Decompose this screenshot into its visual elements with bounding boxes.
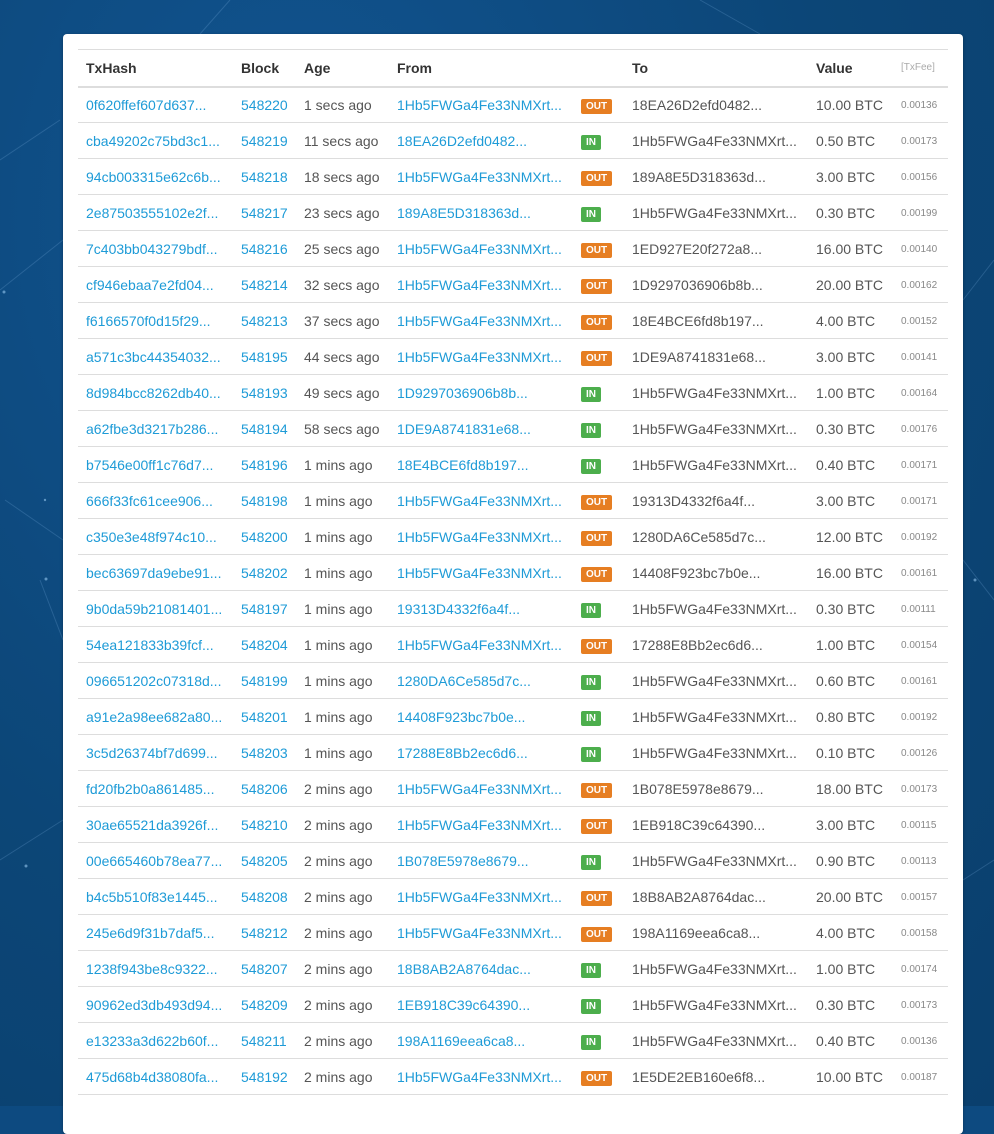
txfee-text: 0.00126 [901,748,938,759]
value-text: 0.90 BTC [816,852,876,869]
value-text: 0.40 BTC [816,1032,876,1049]
table-row [78,375,948,411]
txhash-link[interactable]: 90962ed3db493d94... [86,996,223,1013]
age-text: 2 mins ago [304,888,373,905]
txfee-text: 0.00173 [901,136,938,147]
to-address-text: 1D9297036906b8b... [632,276,763,293]
age-text: 1 mins ago [304,564,373,581]
value-text: 0.40 BTC [816,456,876,473]
age-text: 1 mins ago [304,456,373,473]
block-link[interactable]: 548205 [241,852,288,869]
direction-cell [573,987,624,1023]
txhash-link[interactable]: a571c3bc44354032... [86,348,221,365]
block-link[interactable]: 548198 [241,492,288,509]
out-badge: OUT [581,927,612,942]
from-address-link[interactable]: 1Hb5FWGa4Fe33NMXrt... [397,492,562,509]
txfee-text: 0.00173 [901,784,938,795]
txfee-text: 0.00187 [901,1072,938,1083]
direction-cell [573,627,624,663]
value-text: 0.50 BTC [816,132,876,149]
age-text: 2 mins ago [304,1068,373,1085]
from-address-link[interactable]: 17288E8Bb2ec6d6... [397,744,528,761]
in-badge: IN [581,423,601,438]
table-row [78,807,948,843]
age-text: 1 mins ago [304,600,373,617]
from-address-link[interactable]: 1D9297036906b8b... [397,384,528,401]
block-link[interactable]: 548206 [241,780,288,797]
to-address-text: 1B078E5978e8679... [632,780,764,797]
out-badge: OUT [581,315,612,330]
block-link[interactable]: 548213 [241,312,288,329]
table-row [78,519,948,555]
to-address-text: 1Hb5FWGa4Fe33NMXrt... [632,204,797,221]
to-address-text: 1Hb5FWGa4Fe33NMXrt... [632,132,797,149]
txfee-text: 0.00176 [901,424,938,435]
value-text: 3.00 BTC [816,492,876,509]
from-address-link[interactable]: 1Hb5FWGa4Fe33NMXrt... [397,348,562,365]
to-address-text: 1Hb5FWGa4Fe33NMXrt... [632,852,797,869]
in-badge: IN [581,603,601,618]
block-link[interactable]: 548207 [241,960,288,977]
to-address-text: 14408F923bc7b0e... [632,564,761,581]
block-link[interactable]: 548210 [241,816,288,833]
txfee-text: 0.00152 [901,316,938,327]
from-address-link[interactable]: 1Hb5FWGa4Fe33NMXrt... [397,276,562,293]
block-link[interactable]: 548195 [241,348,288,365]
block-link[interactable]: 548199 [241,672,288,689]
table-row [78,303,948,339]
txhash-link[interactable]: 7c403bb043279bdf... [86,240,218,257]
out-badge: OUT [581,171,612,186]
txhash-link[interactable]: 30ae65521da3926f... [86,816,219,833]
table-row [78,339,948,375]
table-row [78,411,948,447]
txfee-text: 0.00161 [901,568,938,579]
txfee-text: 0.00136 [901,1036,938,1047]
header-block[interactable]: Block [241,59,280,76]
to-address-text: 19313D4332f6a4f... [632,492,755,509]
age-text: 1 mins ago [304,492,373,509]
table-row [78,879,948,915]
in-badge: IN [581,747,601,762]
block-link[interactable]: 548220 [241,96,288,113]
table-row [78,555,948,591]
out-badge: OUT [581,783,612,798]
from-address-link[interactable]: 1Hb5FWGa4Fe33NMXrt... [397,312,562,329]
txfee-text: 0.00154 [901,640,938,651]
block-link[interactable]: 548214 [241,276,288,293]
to-address-text: 1Hb5FWGa4Fe33NMXrt... [632,744,797,761]
block-link[interactable]: 548197 [241,600,288,617]
table-row [78,1059,948,1095]
block-link[interactable]: 548208 [241,888,288,905]
table-row [78,87,948,123]
value-text: 16.00 BTC [816,564,883,581]
txhash-link[interactable]: 54ea121833b39fcf... [86,636,214,653]
direction-cell [573,483,624,519]
txfee-text: 0.00140 [901,244,938,255]
to-address-text: 1Hb5FWGa4Fe33NMXrt... [632,384,797,401]
from-address-link[interactable]: 1Hb5FWGa4Fe33NMXrt... [397,780,562,797]
table-row [78,627,948,663]
table-row [78,447,948,483]
to-address-text: 1Hb5FWGa4Fe33NMXrt... [632,420,797,437]
table-header-row [78,50,948,87]
txfee-text: 0.00171 [901,496,938,507]
txhash-link[interactable]: 096651202c07318d... [86,672,222,689]
out-badge: OUT [581,351,612,366]
block-link[interactable]: 548200 [241,528,288,545]
direction-cell [573,1023,624,1059]
age-text: 11 secs ago [304,132,379,149]
direction-cell [573,375,624,411]
table-row [78,699,948,735]
value-text: 18.00 BTC [816,780,883,797]
txfee-text: 0.00174 [901,964,938,975]
block-link[interactable]: 548193 [241,384,288,401]
to-address-text: 1DE9A8741831e68... [632,348,766,365]
txfee-text: 0.00111 [901,604,936,615]
txhash-link[interactable]: 666f33fc61cee906... [86,492,213,509]
table-row [78,591,948,627]
age-text: 37 secs ago [304,312,380,329]
direction-cell [573,411,624,447]
in-badge: IN [581,135,601,150]
value-text: 0.30 BTC [816,996,876,1013]
to-address-text: 18E4BCE6fd8b197... [632,312,764,329]
table-row [78,123,948,159]
table-row [78,663,948,699]
direction-cell [573,555,624,591]
value-text: 3.00 BTC [816,168,876,185]
block-link[interactable]: 548194 [241,420,288,437]
block-link[interactable]: 548203 [241,744,288,761]
age-text: 49 secs ago [304,384,380,401]
txhash-link[interactable]: 94cb003315e62c6b... [86,168,221,185]
txfee-text: 0.00161 [901,676,938,687]
table-row [78,951,948,987]
table-row [78,735,948,771]
age-text: 18 secs ago [304,168,380,185]
to-address-text: 1280DA6Ce585d7c... [632,528,766,545]
block-link[interactable]: 548196 [241,456,288,473]
direction-cell [573,699,624,735]
direction-cell [573,519,624,555]
to-address-text: 1Hb5FWGa4Fe33NMXrt... [632,1032,797,1049]
to-address-text: 18EA26D2efd0482... [632,96,762,113]
txhash-link[interactable]: a62fbe3d3217b286... [86,420,219,437]
to-address-text: 1Hb5FWGa4Fe33NMXrt... [632,996,797,1013]
age-text: 1 mins ago [304,528,373,545]
value-text: 0.30 BTC [816,600,876,617]
to-address-text: 1ED927E20f272a8... [632,240,762,257]
from-address-link[interactable]: 1Hb5FWGa4Fe33NMXrt... [397,96,562,113]
value-text: 0.30 BTC [816,420,876,437]
txfee-text: 0.00192 [901,532,938,543]
value-text: 10.00 BTC [816,1068,883,1085]
txhash-link[interactable]: f6166570f0d15f29... [86,312,211,329]
to-address-text: 1Hb5FWGa4Fe33NMXrt... [632,708,797,725]
txfee-text: 0.00136 [901,100,938,112]
from-address-link[interactable]: 1Hb5FWGa4Fe33NMXrt... [397,564,562,581]
txhash-link[interactable]: 1238f943be8c9322... [86,960,218,977]
to-address-text: 1Hb5FWGa4Fe33NMXrt... [632,456,797,473]
out-badge: OUT [581,531,612,546]
age-text: 25 secs ago [304,240,380,257]
age-text: 1 mins ago [304,744,373,761]
value-text: 0.60 BTC [816,672,876,689]
age-text: 32 secs ago [304,276,380,293]
table-row [78,483,948,519]
from-address-link[interactable]: 19313D4332f6a4f... [397,600,520,617]
age-text: 2 mins ago [304,924,373,941]
from-address-link[interactable]: 198A1169eea6ca8... [397,1032,526,1049]
to-address-text: 1E5DE2EB160e6f8... [632,1068,766,1085]
age-text: 2 mins ago [304,996,373,1013]
to-address-text: 18B8AB2A8764dac... [632,888,766,905]
direction-cell [573,123,624,159]
block-link[interactable]: 548209 [241,996,288,1013]
table-row [78,1023,948,1059]
block-link[interactable]: 548201 [241,708,288,725]
out-badge: OUT [581,495,612,510]
from-address-link[interactable]: 1Hb5FWGa4Fe33NMXrt... [397,888,562,905]
from-address-link[interactable]: 14408F923bc7b0e... [397,708,526,725]
direction-cell [573,303,624,339]
in-badge: IN [581,387,601,402]
direction-cell [573,231,624,267]
table-row [78,195,948,231]
from-address-link[interactable]: 1Hb5FWGa4Fe33NMXrt... [397,240,562,257]
direction-cell [573,267,624,303]
in-badge: IN [581,1035,601,1050]
txhash-link[interactable]: cf946ebaa7e2fd04... [86,276,214,293]
to-address-text: 189A8E5D318363d... [632,168,766,185]
age-text: 1 mins ago [304,672,373,689]
txfee-text: 0.00162 [901,280,938,291]
from-address-link[interactable]: 1Hb5FWGa4Fe33NMXrt... [397,528,562,545]
out-badge: OUT [581,819,612,834]
age-text: 1 mins ago [304,708,373,725]
direction-cell [573,1059,624,1095]
value-text: 3.00 BTC [816,816,876,833]
value-text: 4.00 BTC [816,312,876,329]
block-link[interactable]: 548218 [241,168,288,185]
table-row [78,915,948,951]
table-row [78,987,948,1023]
txhash-link[interactable]: b4c5b510f83e1445... [86,888,218,905]
value-text: 1.00 BTC [816,636,876,653]
in-badge: IN [581,459,601,474]
to-address-text: 17288E8Bb2ec6d6... [632,636,763,653]
direction-cell [573,591,624,627]
txhash-link[interactable]: 0f620ffef607d637... [86,96,207,113]
txhash-link[interactable]: e13233a3d622b60f... [86,1032,219,1049]
table-row [78,159,948,195]
from-address-link[interactable]: 18B8AB2A8764dac... [397,960,531,977]
txhash-link[interactable]: 2e87503555102e2f... [86,204,219,221]
txhash-link[interactable]: cba49202c75bd3c1... [86,132,220,149]
txfee-text: 0.00113 [901,856,937,867]
table-row [78,231,948,267]
direction-cell [573,159,624,195]
in-badge: IN [581,207,601,222]
in-badge: IN [581,711,601,726]
value-text: 1.00 BTC [816,960,876,977]
txfee-text: 0.00157 [901,892,938,903]
header-value[interactable]: Value [816,59,853,76]
from-address-link[interactable]: 1Hb5FWGa4Fe33NMXrt... [397,1068,562,1085]
header-from[interactable]: From [397,59,432,76]
direction-cell [573,771,624,807]
txfee-text: 0.00156 [901,172,938,183]
txfee-text: 0.00164 [901,388,938,399]
out-badge: OUT [581,891,612,906]
value-text: 20.00 BTC [816,276,883,293]
txhash-link[interactable]: 3c5d26374bf7d699... [86,744,218,761]
from-address-link[interactable]: 1B078E5978e8679... [397,852,529,869]
in-badge: IN [581,963,601,978]
in-badge: IN [581,999,601,1014]
txhash-link[interactable]: 475d68b4d38080fa... [86,1068,219,1085]
value-text: 12.00 BTC [816,528,883,545]
direction-cell [573,339,624,375]
out-badge: OUT [581,279,612,294]
from-address-link[interactable]: 1EB918C39c64390... [397,996,531,1013]
txfee-text: 0.00173 [901,1000,938,1011]
to-address-text: 198A1169eea6ca8... [632,924,761,941]
from-address-link[interactable]: 1Hb5FWGa4Fe33NMXrt... [397,168,562,185]
from-address-link[interactable]: 1DE9A8741831e68... [397,420,531,437]
age-text: 1 secs ago [304,96,372,113]
from-address-link[interactable]: 18E4BCE6fd8b197... [397,456,529,473]
value-text: 3.00 BTC [816,348,876,365]
direction-cell [573,951,624,987]
from-address-link[interactable]: 1280DA6Ce585d7c... [397,672,531,689]
age-text: 2 mins ago [304,1032,373,1049]
transactions-table-body [78,87,948,1095]
from-address-link[interactable]: 1Hb5FWGa4Fe33NMXrt... [397,816,562,833]
txfee-text: 0.00171 [901,460,938,471]
transactions-table [78,49,948,1095]
value-text: 0.10 BTC [816,744,876,761]
out-badge: OUT [581,99,612,114]
txhash-link[interactable]: fd20fb2b0a861485... [86,780,215,797]
value-text: 0.80 BTC [816,708,876,725]
out-badge: OUT [581,567,612,582]
value-text: 4.00 BTC [816,924,876,941]
in-badge: IN [581,675,601,690]
age-text: 44 secs ago [304,348,380,365]
age-text: 2 mins ago [304,960,373,977]
direction-cell [573,447,624,483]
txhash-link[interactable]: 8d984bcc8262db40... [86,384,221,401]
txfee-text: 0.00192 [901,712,938,723]
direction-cell [573,663,624,699]
table-row [78,771,948,807]
txhash-link[interactable]: 00e665460b78ea77... [86,852,223,869]
from-address-link[interactable]: 1Hb5FWGa4Fe33NMXrt... [397,924,562,941]
txfee-text: 0.00158 [901,928,938,939]
to-address-text: 1Hb5FWGa4Fe33NMXrt... [632,672,797,689]
direction-cell [573,915,624,951]
transactions-panel [63,34,963,1134]
block-link[interactable]: 548212 [241,924,288,941]
value-text: 10.00 BTC [816,96,883,113]
in-badge: IN [581,855,601,870]
age-text: 58 secs ago [304,420,380,437]
age-text: 2 mins ago [304,816,373,833]
from-address-link[interactable]: 18EA26D2efd0482... [397,132,527,149]
direction-cell [573,735,624,771]
block-link[interactable]: 548192 [241,1068,288,1085]
txhash-link[interactable]: c350e3e48f974c10... [86,528,217,545]
age-text: 23 secs ago [304,204,380,221]
txfee-text: 0.00199 [901,208,938,219]
block-link[interactable]: 548219 [241,132,288,149]
block-link[interactable]: 548216 [241,240,288,257]
value-text: 20.00 BTC [816,888,883,905]
txhash-link[interactable]: b7546e00ff1c76d7... [86,456,214,473]
txhash-link[interactable]: 9b0da59b21081401... [86,600,223,617]
out-badge: OUT [581,1071,612,1086]
direction-cell [573,807,624,843]
out-badge: OUT [581,243,612,258]
direction-cell [573,87,624,123]
value-text: 1.00 BTC [816,384,876,401]
value-text: 16.00 BTC [816,240,883,257]
age-text: 2 mins ago [304,852,373,869]
txhash-link[interactable]: 245e6d9f31b7daf5... [86,924,215,941]
block-link[interactable]: 548204 [241,636,288,653]
txfee-text: 0.00141 [901,352,938,363]
txhash-link[interactable]: bec63697da9ebe91... [86,564,222,581]
age-text: 1 mins ago [304,636,373,653]
header-txfee[interactable]: [TxFee] [901,62,935,74]
header-to[interactable]: To [632,59,649,76]
to-address-text: 1EB918C39c64390... [632,816,766,833]
header-txhash[interactable]: TxHash [86,59,137,76]
direction-cell [573,843,624,879]
header-direction [573,50,624,87]
age-text: 2 mins ago [304,780,373,797]
header-age[interactable]: Age [304,59,331,76]
from-address-link[interactable]: 189A8E5D318363d... [397,204,531,221]
txfee-text: 0.00115 [901,820,937,831]
txhash-link[interactable]: a91e2a98ee682a80... [86,708,223,725]
block-link[interactable]: 548211 [241,1032,287,1049]
from-address-link[interactable]: 1Hb5FWGa4Fe33NMXrt... [397,636,562,653]
direction-cell [573,879,624,915]
table-row [78,843,948,879]
to-address-text: 1Hb5FWGa4Fe33NMXrt... [632,600,797,617]
to-address-text: 1Hb5FWGa4Fe33NMXrt... [632,960,797,977]
table-row [78,267,948,303]
block-link[interactable]: 548202 [241,564,288,581]
block-link[interactable]: 548217 [241,204,288,221]
value-text: 0.30 BTC [816,204,876,221]
direction-cell [573,195,624,231]
out-badge: OUT [581,639,612,654]
